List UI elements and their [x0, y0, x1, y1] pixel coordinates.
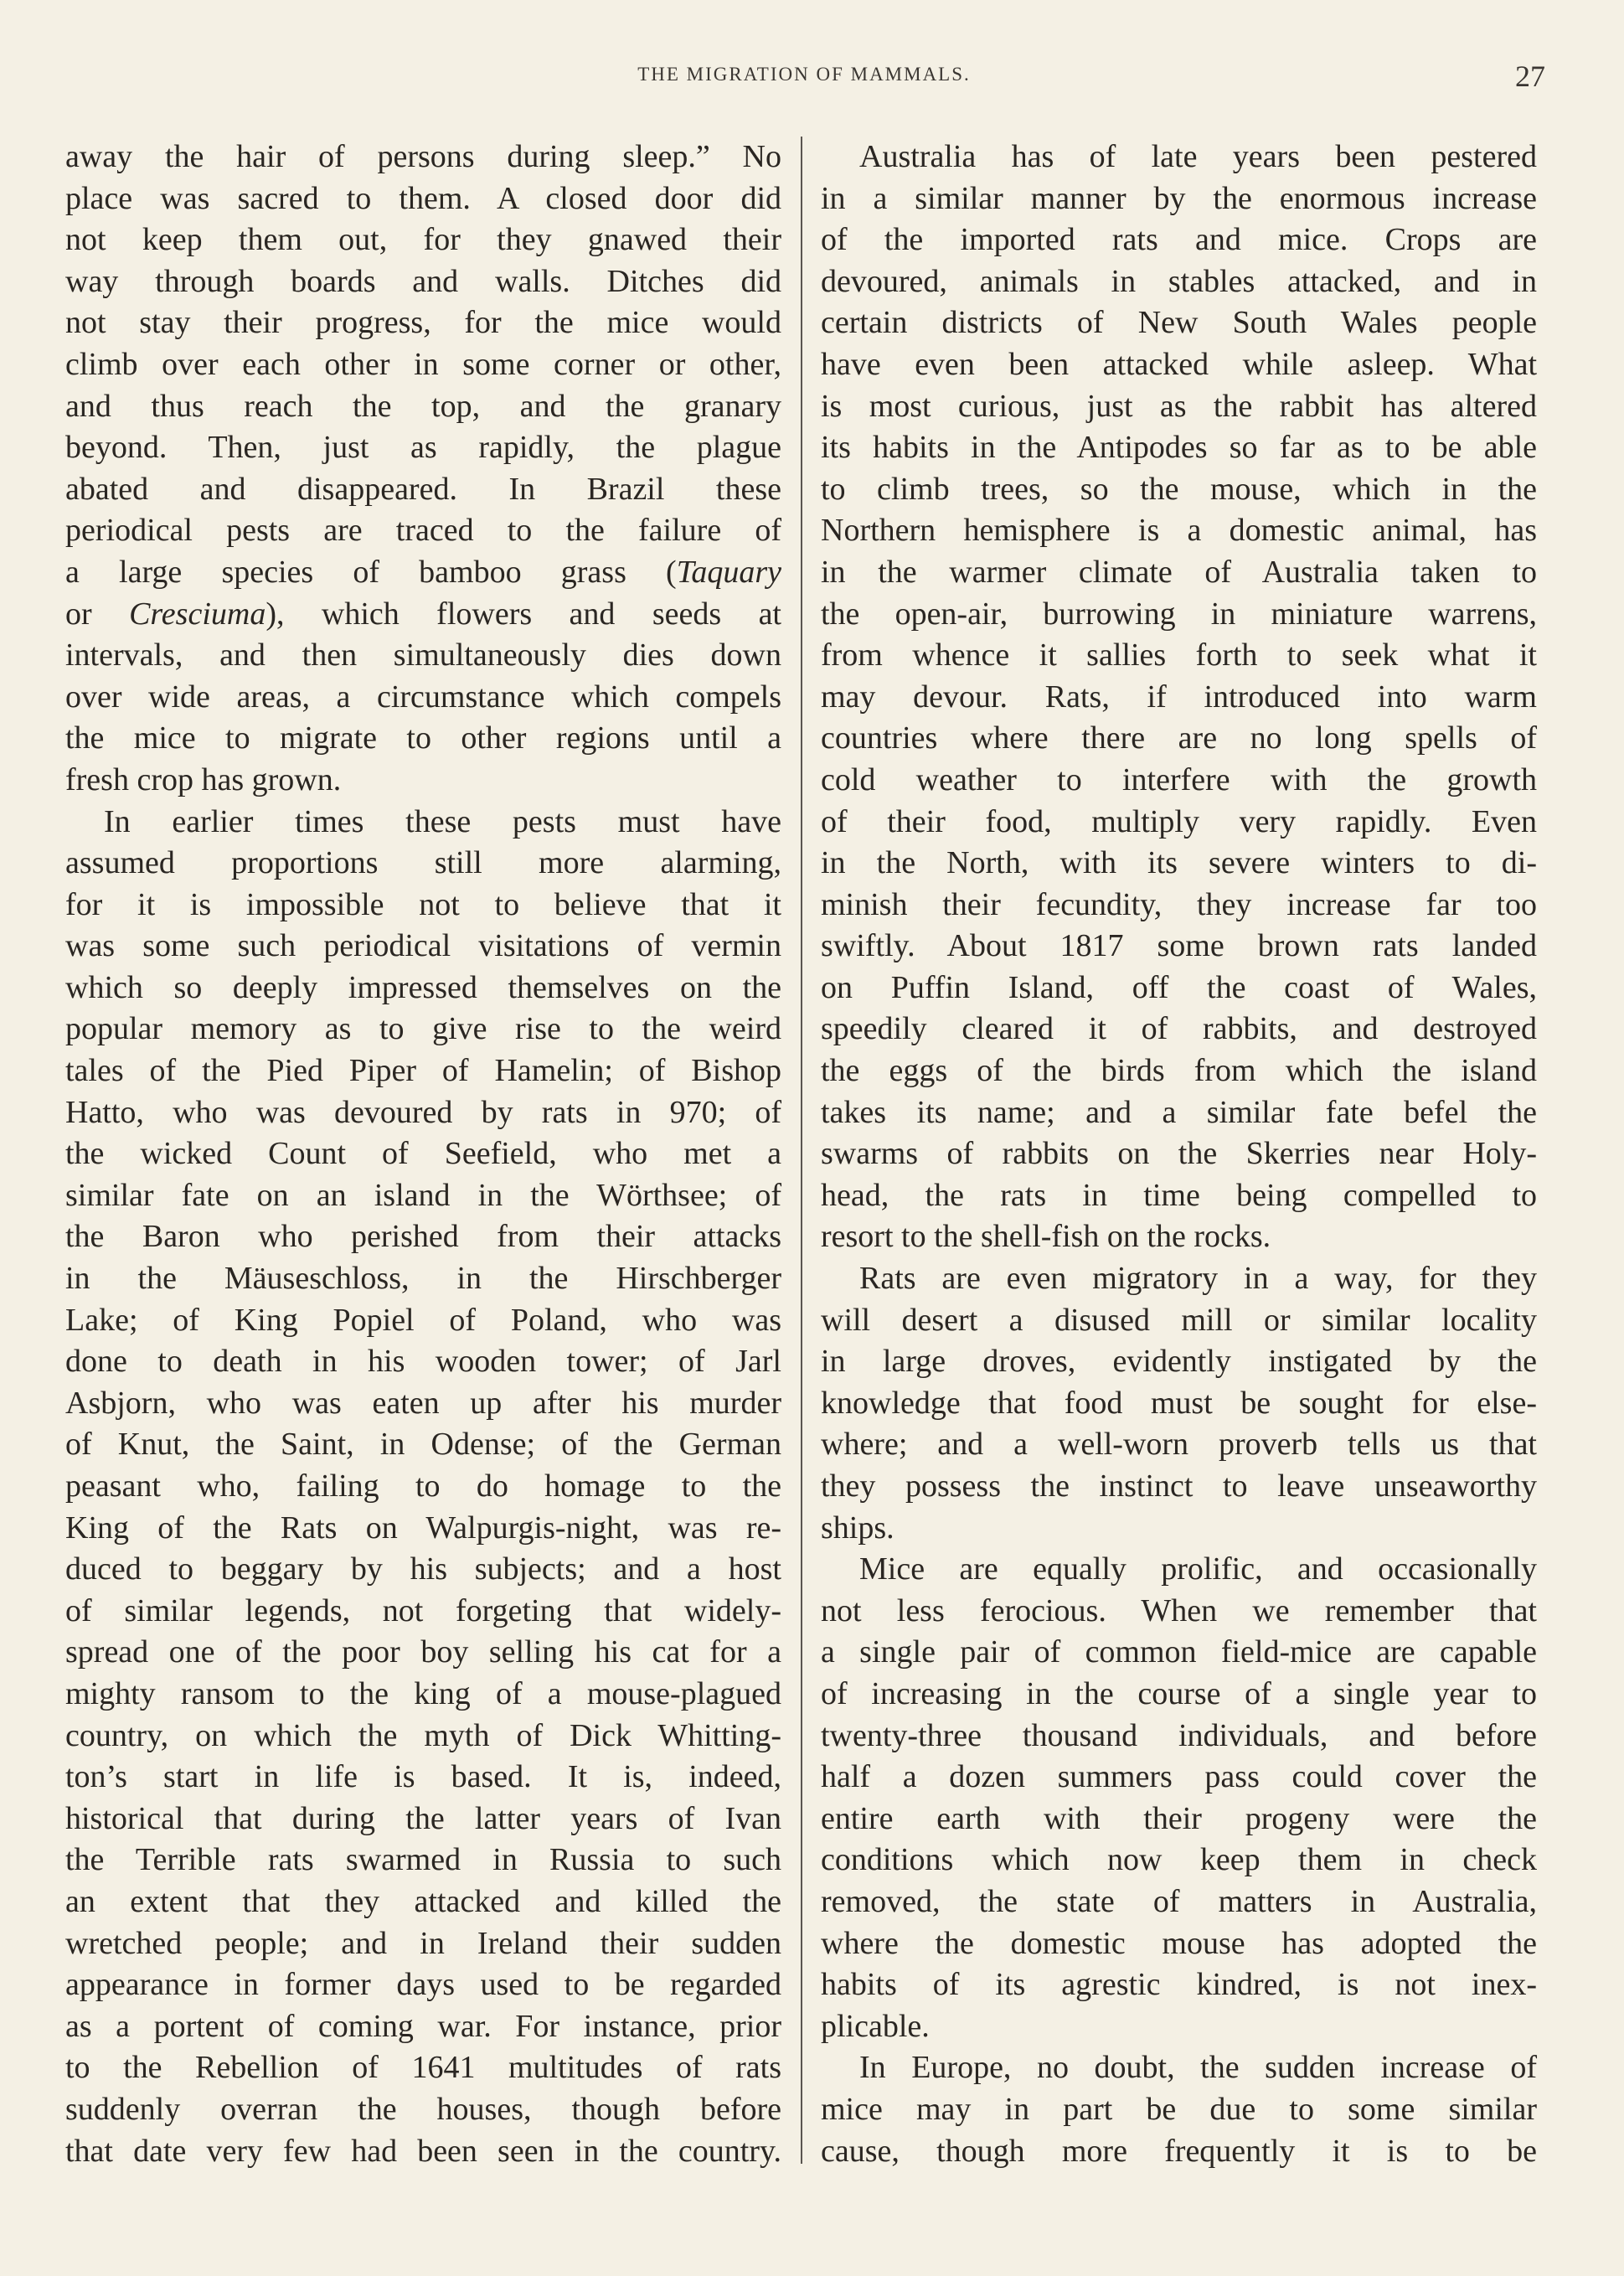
text-line: in large droves, evidently instigated by the	[821, 1344, 1537, 1380]
text-line: King of the Rats on Walpurgis-night, was re-	[65, 1510, 781, 1546]
text-line: twenty-three thousand individuals, and before	[821, 1717, 1537, 1753]
text-line: Hatto, who was devoured by rats in 970; of	[65, 1094, 781, 1130]
page-header	[63, 59, 1545, 97]
text-line: similar fate on an island in the Wörthsee; of	[65, 1177, 781, 1213]
text-run: ), which flowers and seeds at	[266, 596, 781, 632]
text-line: ships.	[821, 1510, 894, 1546]
text-line: half a dozen summers pass could cover the	[821, 1759, 1537, 1795]
text-line: the wicked Count of Seefield, who met a	[65, 1136, 781, 1172]
text-line	[65, 594, 781, 636]
text-line: over wide areas, a circumstance which compels	[65, 679, 781, 715]
text-line: to climb trees, so the mouse, which in the	[821, 471, 1537, 507]
text-line: head, the rats in time being compelled to	[821, 1177, 1537, 1213]
text-line: minish their fecundity, they increase far too	[821, 886, 1537, 922]
text-line: assumed proportions still more alarming,	[65, 845, 781, 881]
text-line: resort to the shell-fish on the rocks.	[821, 1219, 1271, 1255]
text-line: tales of the Pied Piper of Hamelin; of Bishop	[65, 1053, 781, 1089]
text-line: abated and disappeared. In Brazil these	[65, 471, 781, 507]
text-line: certain districts of New South Wales people	[821, 305, 1537, 341]
text-line: place was sacred to them. A closed door did	[65, 180, 781, 216]
text-line: peasant who, failing to do homage to the	[65, 1468, 781, 1504]
text-line: popular memory as to give rise to the weird	[65, 1011, 781, 1047]
text-line: of the imported rats and mice. Crops are	[821, 222, 1537, 258]
text-line: mighty ransom to the king of a mouse-plagued	[65, 1675, 781, 1711]
text-line: will desert a disused mill or similar locality	[821, 1302, 1537, 1338]
text-line: not keep them out, for they gnawed their	[65, 222, 781, 258]
text-line: climb over each other in some corner or other,	[65, 346, 781, 382]
text-line	[65, 552, 781, 594]
text-line: a single pair of common field-mice are capable	[821, 1634, 1537, 1670]
text-line: historical that during the latter years of Ivan	[65, 1800, 781, 1836]
italic-term-cresciuma: Cresciuma	[129, 596, 266, 632]
text-line: spread one of the poor boy selling his cat for a	[65, 1634, 781, 1670]
text-line: and thus reach the top, and the granary	[65, 388, 781, 424]
text-line: have even been attacked while asleep. What	[821, 346, 1537, 382]
text-line: country, on which the myth of Dick Whitting-	[65, 1717, 781, 1753]
text-line: in a similar manner by the enormous increase	[821, 180, 1537, 216]
text-line: of similar legends, not forgeting that widely-	[65, 1592, 781, 1628]
text-line: Australia has of late years been pestered	[859, 139, 1537, 174]
left-column	[65, 137, 781, 2169]
text-line: in the North, with its severe winters to di-	[821, 845, 1537, 881]
text-line: for it is impossible not to believe that it	[65, 886, 781, 922]
text-line: countries where there are no long spells of	[821, 720, 1537, 756]
text-line: as a portent of coming war. For instance, prior	[65, 2008, 781, 2044]
text-line: In Europe, no doubt, the sudden increase of	[859, 2050, 1537, 2086]
text-line: Lake; of King Popiel of Poland, who was	[65, 1302, 781, 1338]
text-line: swiftly. About 1817 some brown rats landed	[821, 928, 1537, 964]
text-line: takes its name; and a similar fate befel the	[821, 1094, 1537, 1130]
text-line: of their food, multiply very rapidly. Even	[821, 803, 1537, 839]
text-line: intervals, and then simultaneously dies down	[65, 637, 781, 674]
text-line: which so deeply impressed themselves on the	[65, 969, 781, 1005]
text-line: done to death in his wooden tower; of Jarl	[65, 1344, 781, 1380]
page-number: 27	[1515, 59, 1545, 93]
text-line: speedily cleared it of rabbits, and destroyed	[821, 1011, 1537, 1047]
text-line: habits of its agrestic kindred, is not inex-	[821, 1967, 1537, 2003]
text-line: knowledge that food must be sought for else-	[821, 1385, 1537, 1421]
text-line: not less ferocious. When we remember that	[821, 1592, 1537, 1628]
text-line: they possess the instinct to leave unseaworthy	[821, 1468, 1537, 1504]
text-line: cause, though more frequently it is to be	[821, 2133, 1537, 2169]
text-line: mice may in part be due to some similar	[821, 2091, 1537, 2127]
running-title: THE MIGRATION OF MAMMALS.	[637, 64, 971, 85]
text-line: Asbjorn, who was eaten up after his murder	[65, 1385, 781, 1421]
text-line: may devour. Rats, if introduced into warm	[821, 679, 1537, 715]
text-line: of increasing in the course of a single year to	[821, 1675, 1537, 1711]
text-line: the eggs of the birds from which the island	[821, 1053, 1537, 1089]
text-line: on Puffin Island, off the coast of Wales,	[821, 969, 1537, 1005]
text-line: ton’s start in life is based. It is, indeed,	[65, 1759, 781, 1795]
text-line: fresh crop has grown.	[65, 761, 342, 797]
text-line: Northern hemisphere is a domestic animal, has	[821, 513, 1537, 549]
text-line: the open-air, burrowing in miniature warrens,	[821, 596, 1537, 632]
text-run: or	[65, 596, 130, 632]
text-line: an extent that they attacked and killed the	[65, 1883, 781, 1919]
text-line: removed, the state of matters in Australia,	[821, 1883, 1537, 1919]
text-run: a large species of bamboo grass (	[65, 554, 677, 590]
column-divider	[801, 137, 802, 2164]
text-line: is most curious, just as the rabbit has altered	[821, 388, 1537, 424]
text-line: that date very few had been seen in the country.	[65, 2133, 781, 2169]
text-line: where the domestic mouse has adopted the	[821, 1925, 1537, 1961]
text-line: wretched people; and in Ireland their sudden	[65, 1925, 781, 1961]
text-line: Mice are equally prolific, and occasionally	[859, 1551, 1537, 1587]
text-line: devoured, animals in stables attacked, and in	[821, 263, 1537, 299]
right-column	[821, 137, 1537, 2169]
text-line: suddenly overran the houses, though before	[65, 2091, 781, 2127]
text-line: not stay their progress, for the mice would	[65, 305, 781, 341]
text-line: cold weather to interfere with the growth	[821, 761, 1537, 797]
text-line: was some such periodical visitations of vermin	[65, 928, 781, 964]
text-line: its habits in the Antipodes so far as to be able	[821, 430, 1537, 466]
text-line: Rats are even migratory in a way, for they	[859, 1261, 1537, 1297]
text-line: in the warmer climate of Australia taken to	[821, 554, 1537, 590]
text-line: in the Mäuseschloss, in the Hirschberger	[65, 1261, 781, 1297]
text-line: of Knut, the Saint, in Odense; of the German	[65, 1427, 781, 1463]
text-line: appearance in former days used to be regarded	[65, 1967, 781, 2003]
text-line: to the Rebellion of 1641 multitudes of rats	[65, 2050, 781, 2086]
text-line: the mice to migrate to other regions until a	[65, 720, 781, 756]
text-line: In earlier times these pests must have	[104, 803, 781, 839]
text-line: entire earth with their progeny were the	[821, 1800, 1537, 1836]
text-line: periodical pests are traced to the failure of	[65, 513, 781, 549]
text-line: duced to beggary by his subjects; and a host	[65, 1551, 781, 1587]
italic-term-taquary: Taquary	[676, 554, 781, 590]
text-line: way through boards and walls. Ditches did	[65, 263, 781, 299]
text-line: swarms of rabbits on the Skerries near Holy-	[821, 1136, 1537, 1172]
text-line: away the hair of persons during sleep.” No	[65, 139, 781, 174]
text-line: where; and a well-worn proverb tells us that	[821, 1427, 1537, 1463]
text-line: from whence it sallies forth to seek what it	[821, 637, 1537, 674]
text-line: the Baron who perished from their attacks	[65, 1219, 781, 1255]
text-line: conditions which now keep them in check	[821, 1842, 1537, 1878]
text-line: plicable.	[821, 2008, 930, 2044]
text-line: beyond. Then, just as rapidly, the plague	[65, 430, 781, 466]
text-line: the Terrible rats swarmed in Russia to such	[65, 1842, 781, 1878]
